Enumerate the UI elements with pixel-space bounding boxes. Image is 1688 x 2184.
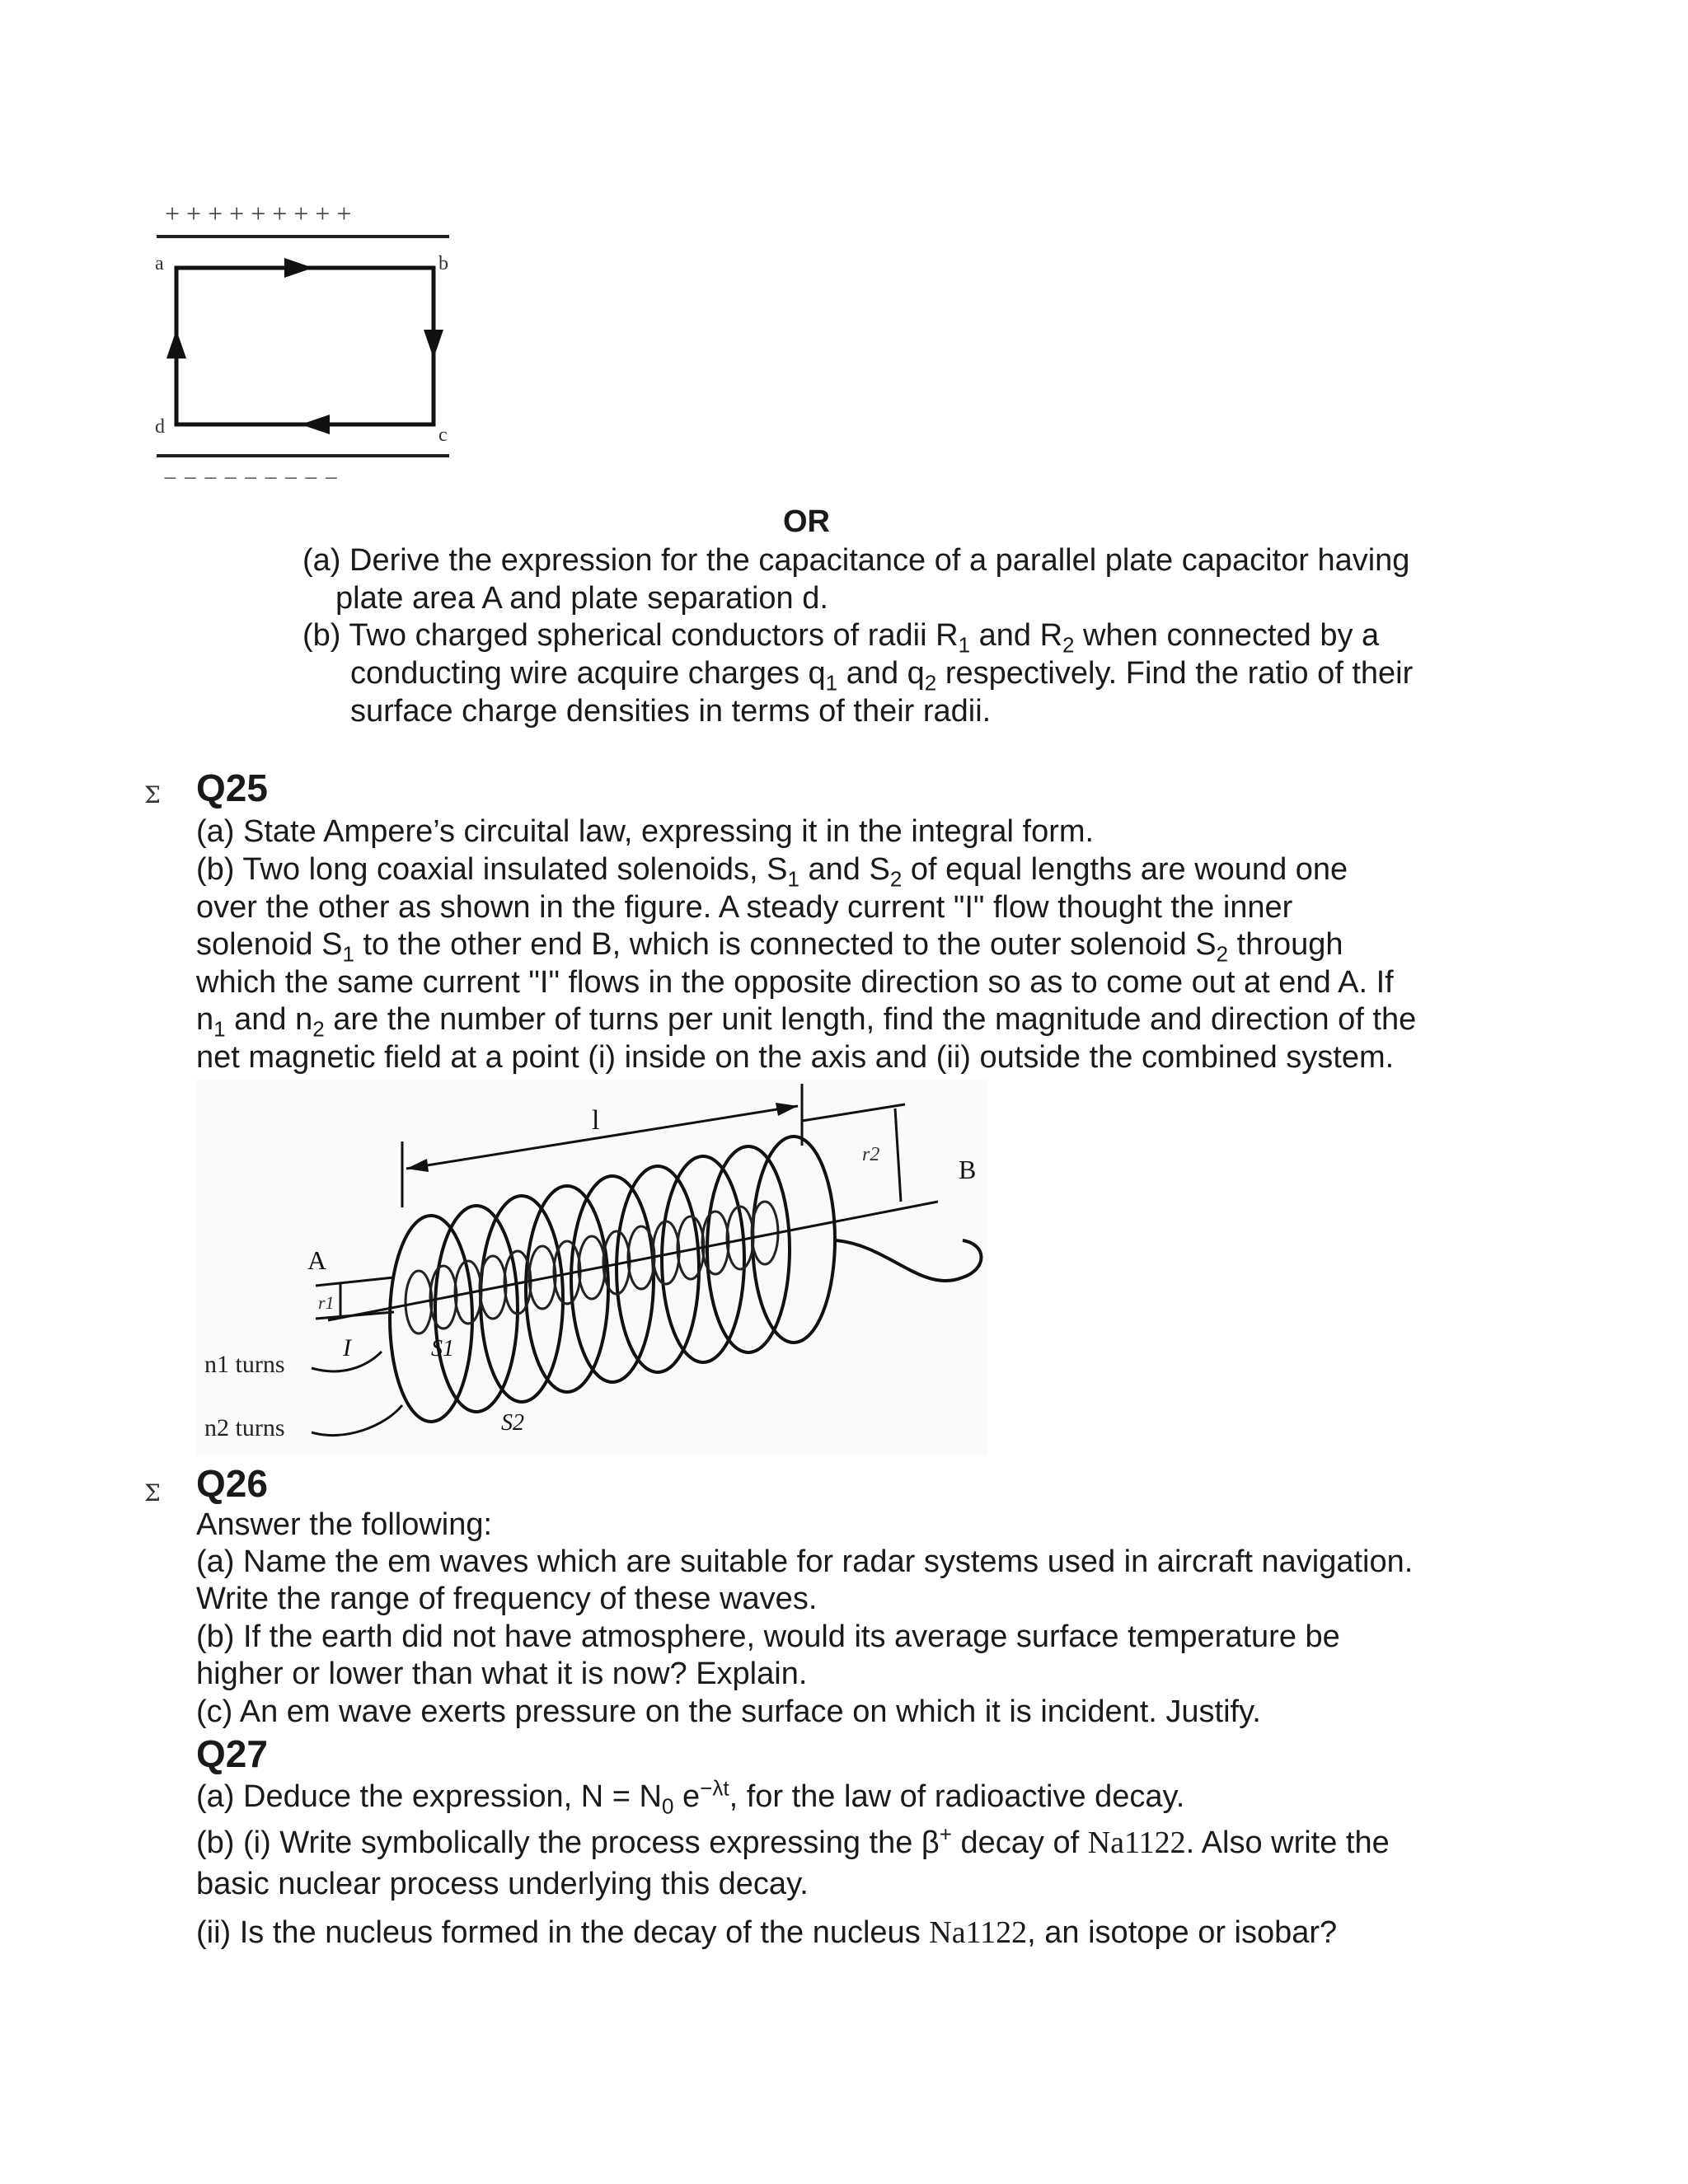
bottom-plate-charges: − − − − − − − − −: [163, 465, 339, 492]
text-fragment: are the number of turns per unit length, find the magnitude and direction of the: [324, 1002, 1417, 1037]
q25-line3: over the other as shown in the figure. A steady current "I" flow thought the inner: [196, 890, 1293, 925]
subscript: 2: [1216, 941, 1229, 967]
text-fragment: (b) (i) Write symbolically the process expressing the β: [196, 1825, 940, 1860]
subscript: 0: [662, 1793, 674, 1819]
subscript: 1: [958, 632, 971, 658]
text-fragment: conducting wire acquire charges q: [350, 656, 826, 691]
text-fragment: , an isotope or isobar?: [1027, 1915, 1338, 1950]
q27-heading: Q27: [196, 1732, 268, 1775]
text-fragment: through: [1228, 927, 1343, 962]
text-fragment: , for the law of radioactive decay.: [729, 1779, 1185, 1814]
text-fragment: decay of: [951, 1825, 1088, 1860]
subscript: 2: [312, 1016, 325, 1042]
q25-bullet-icon: Σ: [144, 781, 161, 808]
corner-label-a: a: [155, 253, 164, 274]
text-fragment: and R: [970, 618, 1063, 653]
text-fragment: (b) Two long coaxial insulated solenoids, S: [196, 852, 788, 887]
q26-line2: (a) Name the em waves which are suitable for radar systems used in aircraft navigation.: [196, 1544, 1414, 1579]
corner-label-c: c: [438, 424, 448, 446]
subscript: 1: [825, 670, 838, 696]
s2-label: S2: [501, 1410, 524, 1436]
text-fragment: and S: [799, 852, 890, 887]
text-fragment: when connected by a: [1074, 618, 1380, 653]
current-label: I: [343, 1334, 351, 1361]
text-fragment: (ii) Is the nucleus formed in the decay of the nucleus: [196, 1915, 930, 1950]
q25-line6: [196, 1001, 1417, 1042]
arrow-up-icon: [166, 330, 186, 359]
coaxial-solenoid-figure: [196, 1080, 987, 1455]
q27-line1: [196, 1775, 1185, 1819]
or-part-b-line3: surface charge densities in terms of their radii.: [350, 694, 992, 729]
corner-label-b: b: [438, 253, 448, 274]
q26-line3: Write the range of frequency of these waves.: [196, 1582, 818, 1616]
n2-turns-label: n2 turns: [204, 1414, 285, 1441]
q25-heading: Q25: [196, 766, 268, 809]
text-fragment: to the other end B, which is connected to the outer solenoid S: [354, 927, 1217, 962]
q25-line1: (a) State Ampere’s circuital law, expressing it in the integral form.: [196, 814, 1095, 849]
q26-line1: Answer the following:: [196, 1507, 493, 1542]
arrow-down-icon: [424, 330, 443, 359]
or-part-a-line2: plate area A and plate separation d.: [335, 581, 828, 616]
subscript: 2: [924, 670, 937, 696]
nucleus-symbol: Na1122: [1087, 1825, 1186, 1860]
or-part-a-line1: (a) Derive the expression for the capacitance of a parallel plate capacitor having: [302, 543, 1410, 578]
q26-line5: higher or lower than what it is now? Explain.: [196, 1657, 808, 1691]
q26-line4: (b) If the earth did not have atmosphere, would its average surface temperature be: [196, 1619, 1340, 1654]
subscript: 1: [787, 866, 799, 892]
superscript: +: [939, 1821, 952, 1847]
q26-heading: Q26: [196, 1462, 268, 1505]
n1-turns-label: n1 turns: [204, 1351, 285, 1378]
r1-label: r1: [318, 1292, 335, 1313]
q25-line2: [196, 851, 1348, 892]
text-fragment: . Also write the: [1185, 1825, 1390, 1860]
subscript: 1: [342, 941, 354, 967]
text-fragment: n: [196, 1002, 214, 1037]
q26-line6: (c) An em wave exerts pressure on the surface on which it is incident. Justify.: [196, 1694, 1261, 1729]
arrow-left-icon: [301, 415, 330, 434]
nucleus-symbol: Na1122: [929, 1915, 1028, 1950]
or-part-b-line1: [302, 616, 1380, 658]
q25-line7: net magnetic field at a point (i) inside on the axis and (ii) outside the combined system.: [196, 1040, 1395, 1075]
text-fragment: e: [673, 1779, 701, 1814]
s1-label: S1: [431, 1336, 454, 1361]
text-fragment: of equal lengths are wound one: [902, 852, 1348, 887]
capacitor-loop-figure: [148, 194, 478, 499]
top-plate-charges: + + + + + + + + +: [165, 199, 352, 228]
subscript: 2: [889, 866, 903, 892]
q26-bullet-icon: Σ: [144, 1479, 161, 1507]
text-fragment: (a) Deduce the expression, N = N: [196, 1779, 662, 1814]
corner-label-d: d: [155, 416, 165, 438]
arrow-right-icon: [284, 258, 313, 278]
q27-line3: basic nuclear process underlying this decay.: [196, 1867, 809, 1901]
or-label: OR: [783, 504, 830, 539]
text-fragment: (b) Two charged spherical conductors of radii R: [302, 618, 959, 653]
or-part-b-line2: [350, 654, 1414, 696]
length-label: l: [592, 1105, 600, 1136]
loop-rectangle: [176, 268, 434, 424]
q27-line4: [196, 1914, 1337, 1952]
q25-line4: [196, 926, 1343, 967]
q25-line5: which the same current "I" flows in the opposite direction so as to come out at end A. If: [196, 965, 1394, 1000]
r2-label: r2: [862, 1144, 880, 1165]
b-label: B: [959, 1155, 977, 1184]
a-label: A: [307, 1245, 327, 1275]
text-fragment: and q: [837, 656, 925, 691]
superscript: −λt: [700, 1775, 729, 1801]
subscript: 1: [213, 1016, 226, 1042]
text-fragment: and n: [225, 1002, 313, 1037]
q27-line2: [196, 1821, 1390, 1862]
text-fragment: respectively. Find the ratio of their: [936, 656, 1414, 691]
subscript: 2: [1062, 632, 1075, 658]
text-fragment: solenoid S: [196, 927, 343, 962]
